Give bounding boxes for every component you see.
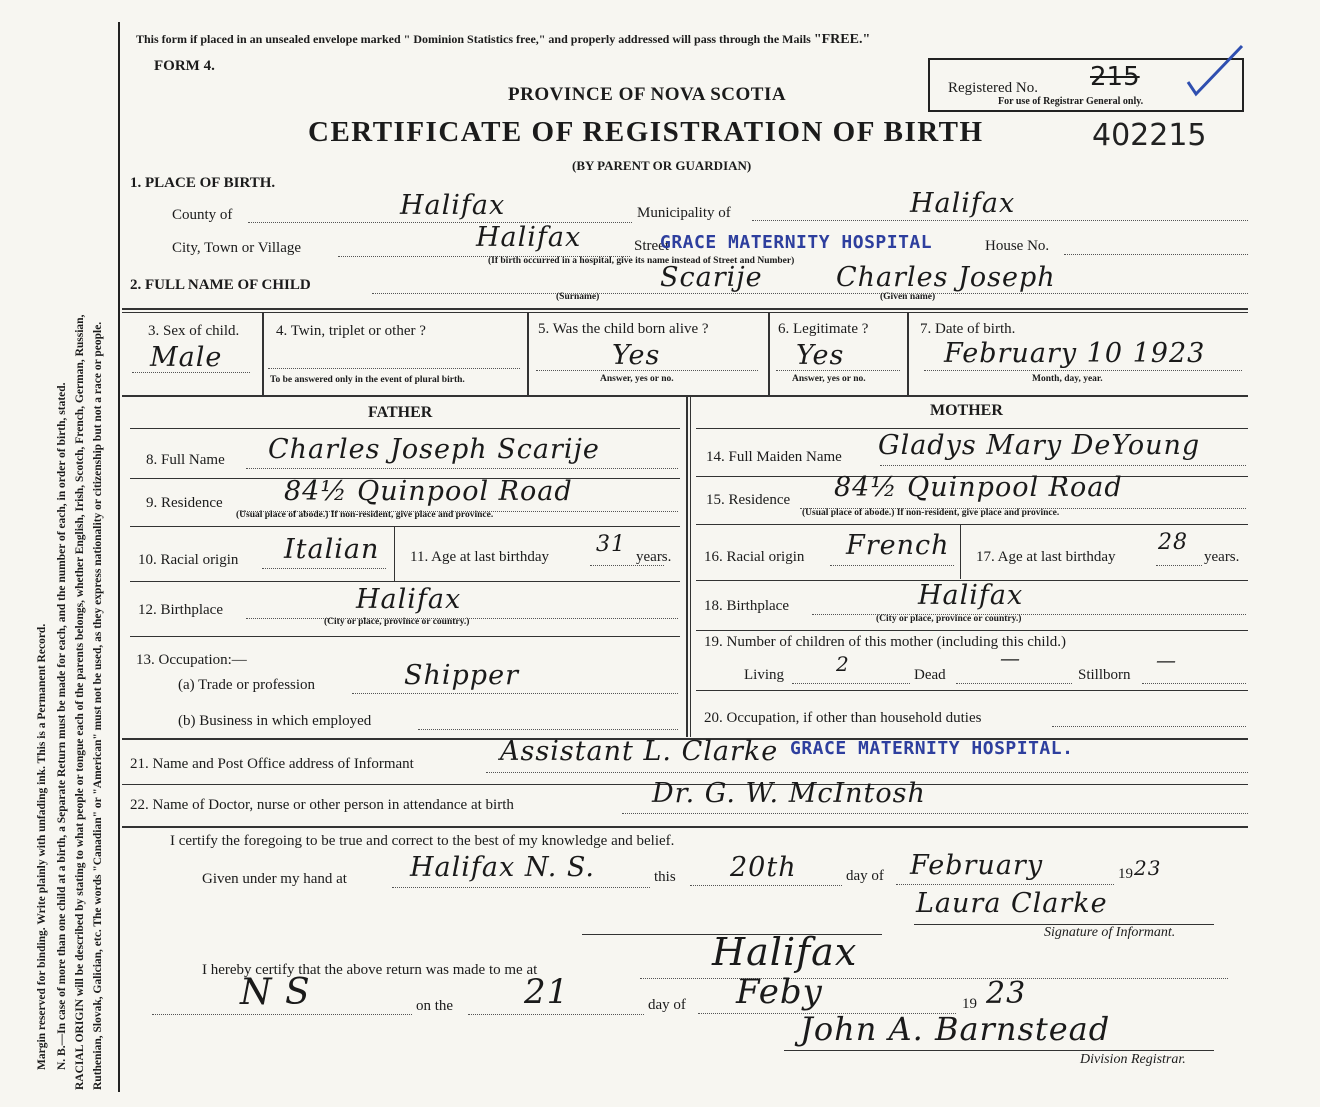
father-name-value: Charles Joseph Scarije (268, 434, 600, 465)
surname-caption: (Surname) (556, 292, 600, 302)
father-residence-label: 9. Residence (146, 495, 223, 511)
dob-value: February 10 1923 (944, 338, 1206, 369)
house-label: House No. (985, 238, 1050, 254)
mother-residence-caption: (Usual place of abode.) If non-resident, give place and province. (802, 508, 1060, 518)
mail-note: This form if placed in an unsealed envelope marked " Dominion Statistics free," and properly addressed will pass through the Mails "FREE." (136, 32, 871, 47)
alive-label: 5. Was the child born alive ? (538, 321, 709, 337)
mother-birthplace-caption: (City or place, province or country.) (876, 614, 1022, 624)
registrar-statement: I hereby certify that the above return was made to me at (202, 962, 538, 978)
informant-signature: Laura Clarke (916, 888, 1108, 919)
child-name-label: 2. FULL NAME OF CHILD (130, 277, 311, 293)
registrar-dayof-label: day of (648, 997, 686, 1013)
father-residence-caption: (Usual place of abode.) If non-resident, give place and province. (236, 510, 494, 520)
mother-birthplace-label: 18. Birthplace (704, 598, 789, 614)
registrar-place: Halifax (712, 930, 858, 974)
given-place: Halifax N. S. (410, 852, 595, 883)
living-value: 2 (836, 652, 850, 676)
registered-note: For use of Registrar General only. (998, 96, 1144, 107)
form-number: FORM 4. (154, 58, 215, 74)
mother-residence-value: 84½ Quinpool Road (834, 472, 1123, 503)
registrar-year: 23 (986, 976, 1027, 1011)
city-value: Halifax (476, 222, 582, 253)
informant-signature-caption: Signature of Informant. (1044, 925, 1176, 940)
year-prefix: 19 (1118, 866, 1133, 882)
father-heading: FATHER (368, 404, 433, 421)
certify-statement: I certify the foregoing to be true and correct to the best of my knowledge and belief. (170, 833, 675, 849)
given-day: 20th (730, 852, 797, 883)
given-label: Given under my hand at (202, 871, 347, 887)
certificate-number: 402215 (1092, 118, 1207, 153)
dob-label: 7. Date of birth. (920, 321, 1016, 337)
margin-note-binding: Margin reserved for binding. Write plainly with unfading ink. This is a Permanent Record. (36, 623, 48, 1070)
stillborn-value: — (1156, 648, 1177, 672)
father-race-value: Italian (284, 534, 380, 565)
alive-caption: Answer, yes or no. (600, 374, 674, 384)
mother-age-value: 28 (1158, 530, 1188, 555)
mother-name-value: Gladys Mary DeYoung (878, 430, 1201, 461)
hospital-note: (If birth occurred in a hospital, give its name instead of Street and Number) (488, 256, 795, 266)
father-age-label: 11. Age at last birthday (410, 549, 549, 565)
stillborn-label: Stillborn (1078, 667, 1131, 683)
father-occupation-label: 13. Occupation:— (136, 652, 247, 668)
street-stamp: GRACE MATERNITY HOSPITAL (660, 232, 933, 253)
given-caption: (Given name) (880, 292, 936, 302)
this-label: this (654, 869, 676, 885)
twin-note: To be answered only in the event of plural birth. (270, 375, 465, 385)
province-title: PROVINCE OF NOVA SCOTIA (508, 84, 787, 105)
dayof-label: day of (846, 868, 884, 884)
registered-value: 215 (1090, 62, 1140, 92)
mother-race-value: French (846, 530, 950, 561)
informant-label: 21. Name and Post Office address of Informant (130, 756, 414, 772)
registrar-day: 21 (524, 972, 570, 1012)
sex-value: Male (150, 342, 223, 373)
legitimate-caption: Answer, yes or no. (792, 374, 866, 384)
doctor-label: 22. Name of Doctor, nurse or other person in attendance at birth (130, 797, 514, 813)
margin-note-nb: N. B.—In case of more than one child at a birth, a Separate Return must be made for each, and the number of each, in order of birth, stated. (56, 382, 68, 1070)
informant-stamp: GRACE MATERNITY HOSPITAL. (790, 738, 1074, 759)
certificate-title: CERTIFICATE OF REGISTRATION OF BIRTH (308, 116, 984, 148)
father-trade-label: (a) Trade or profession (178, 677, 316, 693)
mother-birthplace-value: Halifax (918, 580, 1024, 611)
doctor-value: Dr. G. W. McIntosh (652, 778, 926, 809)
mother-name-label: 14. Full Maiden Name (706, 449, 842, 465)
onthe-label: on the (416, 998, 454, 1014)
registrar-caption: Division Registrar. (1080, 1052, 1186, 1067)
registrar-year-prefix: 19 (962, 996, 977, 1012)
alive-value: Yes (612, 340, 661, 371)
mother-children-label: 19. Number of children of this mother (including this child.) (704, 634, 1067, 650)
dead-label: Dead (914, 667, 946, 683)
margin-note-racial-cont: Ruthenian, Slovak, Galician, etc. The words "Canadian" or "American" must not be used, as they express nationality or citizenship but not a race or people. (92, 321, 104, 1090)
mother-residence-label: 15. Residence (706, 492, 791, 508)
mother-heading: MOTHER (930, 402, 1003, 419)
father-birthplace-value: Halifax (356, 584, 462, 615)
registrar-month: Feby (736, 972, 823, 1012)
registrar-place-cont: N S (240, 972, 311, 1013)
street-label: Street (634, 238, 669, 254)
county-label: County of (172, 207, 233, 223)
father-birthplace-caption: (City or place, province or country.) (324, 617, 470, 627)
margin-rule (118, 22, 120, 1092)
father-trade-value: Shipper (404, 660, 519, 691)
mother-age-label: 17. Age at last birthday (976, 549, 1116, 565)
checkmark-icon (1186, 42, 1246, 102)
legitimate-label: 6. Legitimate ? (778, 321, 869, 337)
place-of-birth-label: 1. PLACE OF BIRTH. (130, 175, 276, 191)
father-age-value: 31 (596, 532, 626, 557)
living-label: Living (744, 667, 784, 683)
father-residence-value: 84½ Quinpool Road (284, 476, 573, 507)
mother-race-label: 16. Racial origin (704, 549, 805, 565)
registered-label: Registered No. (948, 80, 1038, 96)
municipality-label: Municipality of (637, 205, 731, 221)
registrar-signature: John A. Barnstead (800, 1010, 1111, 1048)
mother-occupation-label: 20. Occupation, if other than household duties (704, 710, 982, 726)
given-year: 23 (1134, 856, 1162, 880)
father-race-label: 10. Racial origin (138, 552, 239, 568)
dead-value: — (1000, 646, 1021, 670)
margin-note-racial: RACIAL ORIGIN will be described by stating to what people or tongue each of the parents belongs, whether English, Irish, Scotch, French, German, Russian, (74, 314, 86, 1090)
sex-label: 3. Sex of child. (148, 323, 240, 339)
legitimate-value: Yes (796, 340, 845, 371)
informant-value: Assistant L. Clarke (500, 736, 779, 767)
father-age-unit: years. (636, 549, 672, 565)
father-business-label: (b) Business in which employed (178, 713, 372, 729)
dob-caption: Month, day, year. (1032, 374, 1103, 384)
twin-label: 4. Twin, triplet or other ? (276, 323, 426, 339)
county-value: Halifax (400, 190, 506, 221)
margin-notes (0, 0, 118, 1107)
municipality-value: Halifax (910, 188, 1016, 219)
child-given-name: Charles Joseph (836, 262, 1056, 293)
father-name-label: 8. Full Name (146, 452, 225, 468)
subtitle: (BY PARENT OR GUARDIAN) (572, 158, 752, 173)
mother-age-unit: years. (1204, 549, 1240, 565)
given-month: February (910, 850, 1044, 881)
registered-box (928, 58, 1244, 112)
child-surname: Scarije (660, 262, 763, 293)
father-birthplace-label: 12. Birthplace (138, 602, 223, 618)
city-label: City, Town or Village (172, 240, 302, 256)
